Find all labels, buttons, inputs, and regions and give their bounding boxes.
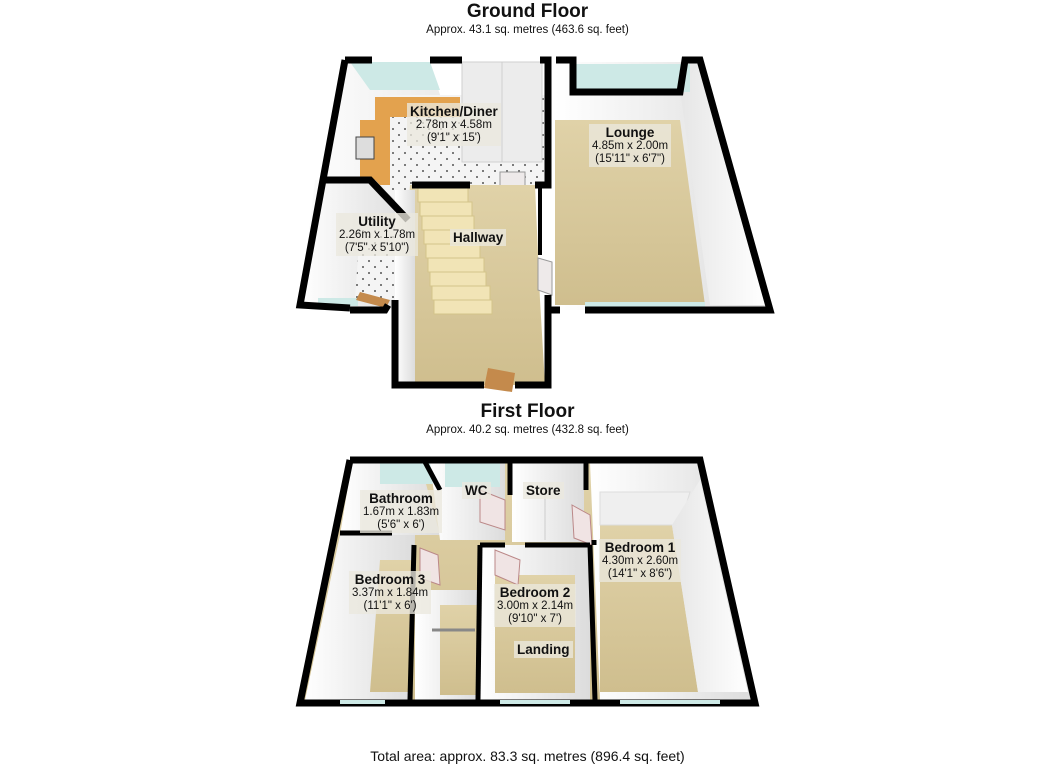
room-imperial: (11'1" x 6') (363, 600, 417, 612)
room-metric: 4.85m x 2.00m (592, 140, 669, 152)
room-imperial: (7'5" x 5'10") (344, 242, 410, 254)
room-name: Utility (358, 214, 396, 229)
room-imperial: (9'10" x 7') (508, 613, 562, 625)
room-label-bedroom-3 (349, 571, 431, 614)
room-label-bedroom-1 (599, 539, 681, 582)
room-imperial: (15'11" x 6'7") (595, 153, 665, 165)
room-name: Bathroom (369, 491, 433, 506)
room-name: WC (465, 483, 488, 498)
room-name: Kitchen/Diner (410, 104, 498, 119)
room-label-hallway (450, 229, 506, 246)
ground-floor-area: Approx. 43.1 sq. metres (463.6 sq. feet) (426, 24, 629, 36)
room-metric: 3.00m x 2.14m (497, 600, 574, 612)
room-imperial: (14'1" x 8'6") (607, 568, 673, 580)
ground-floor-title: Ground Floor (466, 1, 589, 22)
room-metric: 2.78m x 4.58m (415, 119, 492, 131)
room-name: Hallway (453, 230, 504, 245)
first-floor-area: Approx. 40.2 sq. metres (432.8 sq. feet) (426, 424, 629, 436)
room-metric: 2.26m x 1.78m (339, 229, 416, 241)
room-label-utility (336, 213, 418, 256)
total-area: Total area: approx. 83.3 sq. metres (896.4 sq. feet) (370, 748, 685, 764)
store-room (512, 462, 592, 545)
room-label-landing (514, 641, 573, 658)
room-metric: 3.37m x 1.84m (352, 587, 429, 599)
room-name: Landing (517, 642, 570, 657)
room-imperial: (9'1" x 15') (426, 132, 481, 144)
room-label-lounge (589, 124, 671, 167)
room-metric: 4.30m x 2.60m (602, 555, 679, 567)
room-label-kitchen-diner (407, 103, 501, 146)
room-label-store (523, 482, 564, 499)
room-label-bedroom-2 (494, 584, 576, 627)
room-metric: 1.67m x 1.83m (363, 506, 440, 518)
room-name: Lounge (605, 125, 655, 140)
room-name: Store (526, 483, 561, 498)
room-label-bathroom (360, 490, 442, 533)
room-label-wc (462, 482, 491, 499)
room-imperial: (5'6" x 6') (377, 519, 425, 531)
room-name: Bedroom 1 (604, 540, 676, 555)
room-name: Bedroom 2 (499, 585, 571, 600)
room-name: Bedroom 3 (354, 572, 426, 587)
first-floor-title: First Floor (480, 401, 575, 422)
